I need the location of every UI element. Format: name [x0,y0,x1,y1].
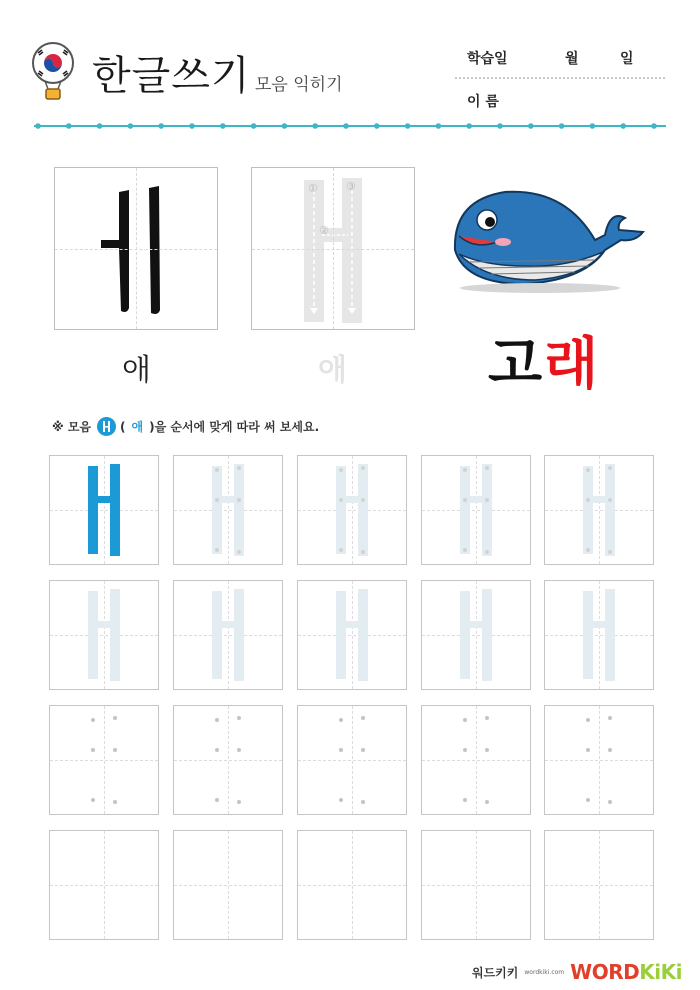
practice-cell[interactable] [49,580,159,690]
practice-cell[interactable] [544,455,654,565]
name-label: 이 름 [467,94,499,110]
practice-cell[interactable] [544,580,654,690]
whale-illustration [445,180,655,300]
stroke-order-glyph [252,168,416,331]
header-dotted-line [455,77,665,79]
practice-guide-dots [422,706,532,816]
practice-glyph-solid [50,456,160,566]
footer [472,960,682,984]
practice-guide-dots [174,706,284,816]
practice-glyph-trace-dotted [422,456,532,566]
practice-cell[interactable] [421,580,531,690]
practice-cell[interactable] [421,830,531,940]
practice-cell[interactable] [173,830,283,940]
practice-guide-dots [298,706,408,816]
practice-cell[interactable] [173,455,283,565]
vowel-badge-icon [97,417,116,436]
practice-glyph-trace-dotted [174,456,284,566]
practice-cell[interactable] [173,580,283,690]
korean-flag-balloon-icon [30,40,76,102]
stroke-order-box [251,167,415,330]
practice-cell[interactable] [421,705,531,815]
word-main-syllable: 고 [488,332,545,397]
instruction-paren-open: ( [120,419,126,434]
footer-logo: WORDKiKi [570,960,682,984]
practice-glyph-trace-dotted [545,456,655,566]
practice-cell[interactable] [421,455,531,565]
practice-glyph-trace [50,581,160,691]
vowel-caption-light: 애 [318,353,347,388]
practice-guide-dots [545,706,655,816]
instruction-suffix: )을 순서에 맞게 따라 써 보세요. [149,420,320,434]
practice-cell[interactable] [297,705,407,815]
footer-korean-brand: 워드키키 [472,965,519,980]
day-label: 일 [620,51,634,67]
practice-cell[interactable] [173,705,283,815]
vowel-ae-glyph [55,168,219,331]
practice-cell[interactable] [544,705,654,815]
header-divider [0,118,700,134]
instruction [52,417,319,436]
vowel-example-box [54,167,218,330]
instruction-paren-value: 애 [131,420,144,434]
instruction-prefix: ※ 모음 [52,420,92,434]
stroke-number-2: ② [319,224,329,237]
practice-glyph-trace [422,581,532,691]
footer-url: wordkiki.com [524,968,565,976]
practice-cell[interactable] [297,580,407,690]
word-highlight-syllable: 래 [544,332,601,397]
practice-cell[interactable] [49,705,159,815]
practice-glyph-trace [298,581,408,691]
practice-cell[interactable] [297,830,407,940]
practice-guide-dots [50,706,160,816]
practice-glyph-trace [174,581,284,691]
page-title: 한글쓰기 [92,53,251,99]
practice-glyph-trace [545,581,655,691]
practice-cell[interactable] [297,455,407,565]
practice-cell[interactable] [544,830,654,940]
page-subtitle: 모음 익히기 [255,75,343,95]
month-label: 월 [565,51,579,67]
date-label: 학습일 [467,51,508,67]
practice-cell[interactable] [49,830,159,940]
example-word [488,320,600,400]
vowel-caption: 애 [122,353,151,388]
practice-cell[interactable] [49,455,159,565]
stroke-number-3: ③ [346,180,356,193]
practice-glyph-trace-dotted [298,456,408,566]
stroke-number-1: ① [308,182,318,195]
